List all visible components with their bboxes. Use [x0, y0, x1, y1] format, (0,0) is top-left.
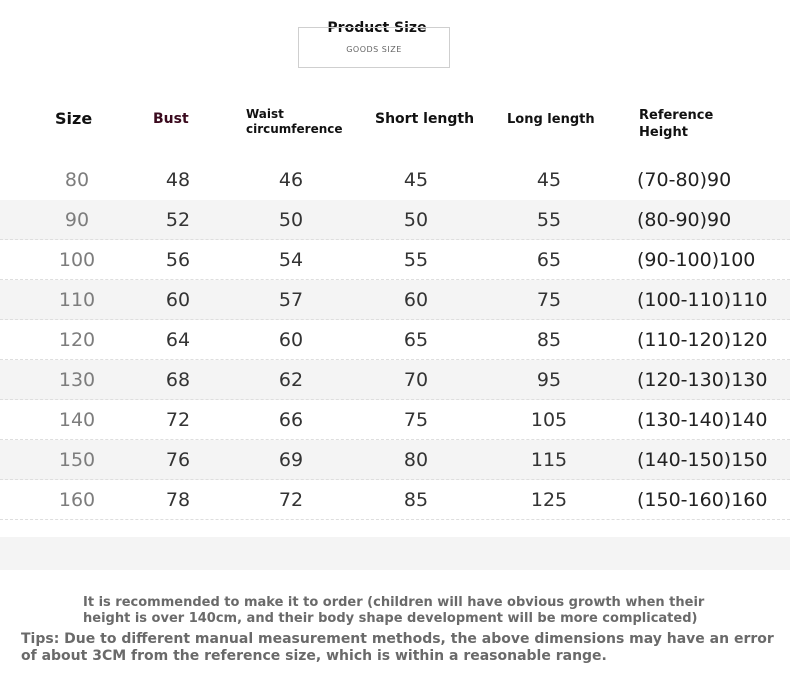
cell-ref: (90-100)100: [637, 249, 756, 271]
table-row: [0, 320, 790, 360]
cell-waist: 66: [278, 409, 304, 431]
cell-short: 45: [403, 169, 429, 191]
page-subtitle: GOODS SIZE: [346, 45, 402, 54]
column-header-reference-height: [639, 107, 749, 141]
cell-short: 65: [403, 329, 429, 351]
size-table-body: [0, 160, 790, 520]
column-header-bust: Bust: [153, 111, 189, 127]
column-header-waist-line2: circumference: [246, 122, 343, 136]
column-header-size: Size: [55, 109, 93, 128]
cell-ref: (100-110)110: [637, 289, 768, 311]
cell-ref: (130-140)140: [637, 409, 768, 431]
cell-size: 120: [58, 329, 96, 351]
cell-long: 55: [536, 209, 562, 231]
table-row: [0, 280, 790, 320]
table-row: [0, 160, 790, 200]
cell-bust: 72: [165, 409, 191, 431]
cell-ref: (120-130)130: [637, 369, 768, 391]
cell-bust: 60: [165, 289, 191, 311]
cell-size: 80: [64, 169, 90, 191]
cell-waist: 72: [278, 489, 304, 511]
column-header-long-length: Long length: [507, 112, 595, 127]
table-row: [0, 400, 790, 440]
cell-bust: 56: [165, 249, 191, 271]
tips-note: Tips: Due to different manual measurement methods, the above dimensions may have an error of about 3CM from the reference size, which is within a reasonable range.: [21, 631, 774, 664]
column-header-short-length: Short length: [375, 111, 475, 127]
cell-long: 85: [536, 329, 562, 351]
cell-bust: 78: [165, 489, 191, 511]
cell-short: 55: [403, 249, 429, 271]
page-title: Product Size: [327, 20, 427, 36]
cell-bust: 48: [165, 169, 191, 191]
cell-ref: (150-160)160: [637, 489, 768, 511]
cell-ref: (110-120)120: [637, 329, 768, 351]
table-row: [0, 240, 790, 280]
column-header-waist: [246, 107, 356, 137]
cell-size: 130: [58, 369, 96, 391]
cell-short: 85: [403, 489, 429, 511]
cell-ref: (70-80)90: [637, 169, 732, 191]
cell-long: 115: [530, 449, 568, 471]
cell-size: 140: [58, 409, 96, 431]
cell-short: 70: [403, 369, 429, 391]
table-row: [0, 480, 790, 520]
cell-bust: 52: [165, 209, 191, 231]
cell-waist: 57: [278, 289, 304, 311]
cell-long: 75: [536, 289, 562, 311]
column-header-waist-line1: Waist: [246, 107, 284, 121]
table-row: [0, 360, 790, 400]
cell-waist: 62: [278, 369, 304, 391]
cell-short: 60: [403, 289, 429, 311]
cell-size: 160: [58, 489, 96, 511]
cell-bust: 76: [165, 449, 191, 471]
cell-short: 50: [403, 209, 429, 231]
column-header-ref-line2: Height: [639, 125, 688, 140]
cell-waist: 60: [278, 329, 304, 351]
cell-short: 80: [403, 449, 429, 471]
column-header-ref-line1: Reference: [639, 108, 714, 123]
recommendation-note: It is recommended to make it to order (children will have obvious growth when their height is over 140cm, and their body shape development will be more complicated): [83, 595, 705, 626]
cell-size: 90: [64, 209, 90, 231]
cell-short: 75: [403, 409, 429, 431]
table-row: [0, 440, 790, 480]
cell-waist: 69: [278, 449, 304, 471]
cell-size: 150: [58, 449, 96, 471]
cell-bust: 64: [165, 329, 191, 351]
cell-ref: (140-150)150: [637, 449, 768, 471]
cell-size: 110: [58, 289, 96, 311]
cell-waist: 46: [278, 169, 304, 191]
cell-long: 45: [536, 169, 562, 191]
cell-ref: (80-90)90: [637, 209, 732, 231]
cell-waist: 50: [278, 209, 304, 231]
cell-long: 65: [536, 249, 562, 271]
cell-long: 105: [530, 409, 568, 431]
cell-waist: 54: [278, 249, 304, 271]
cell-long: 125: [530, 489, 568, 511]
cell-bust: 68: [165, 369, 191, 391]
divider-band: [0, 537, 790, 570]
subtitle-box: [298, 27, 450, 68]
cell-size: 100: [58, 249, 96, 271]
table-row: [0, 200, 790, 240]
cell-long: 95: [536, 369, 562, 391]
